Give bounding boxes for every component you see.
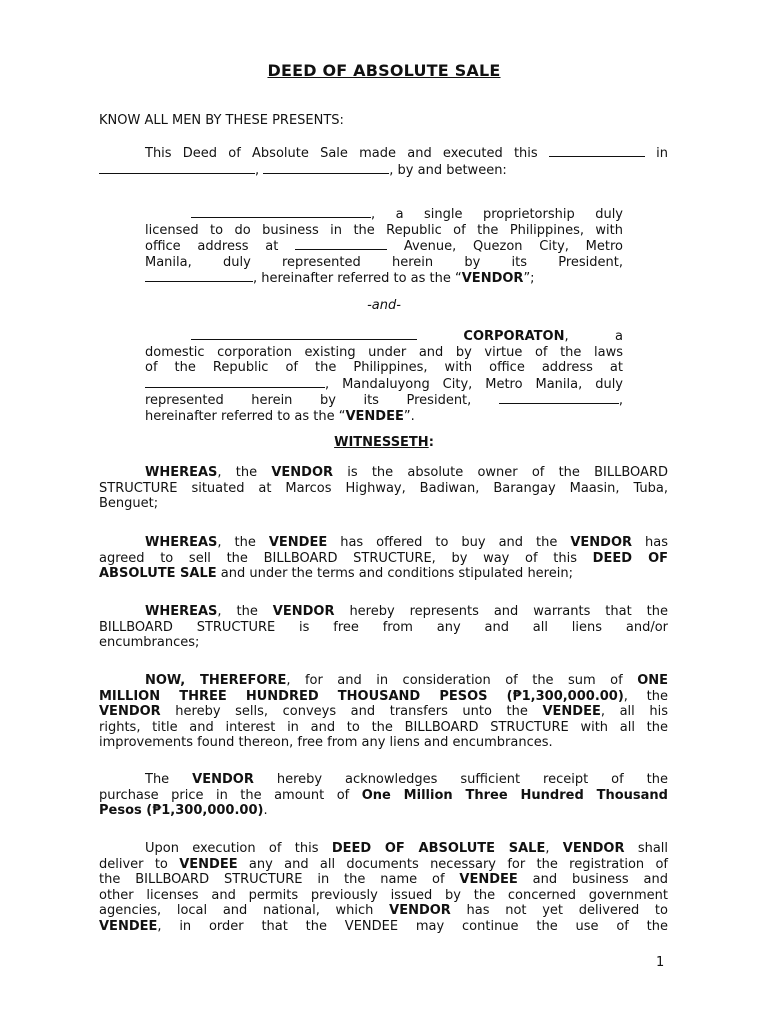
month-blank — [99, 162, 255, 174]
vendee-address-blank — [145, 376, 325, 388]
vendor-name-blank — [191, 206, 371, 218]
intro-paragraph — [99, 145, 668, 178]
and-separator: -and- — [367, 298, 401, 313]
page-number: 1 — [656, 955, 665, 970]
intro-line-1: This Deed of Absolute Sale made and executed this in — [145, 146, 668, 161]
intro-line-2: , , by and between: — [99, 162, 668, 179]
vendor-president-blank — [145, 270, 253, 282]
place-blank — [263, 162, 389, 174]
acknowledgement-paragraph: The VENDOR hereby acknowledges sufficient receipt of the purchase price in the amount of One Million Three Hundred Thousand Pesos (₱1,300,000.00). — [99, 772, 668, 818]
vendee-paragraph: CORPORATON, a domestic corporation existing under and by virtue of the laws of the Republic of the Philippines, with office address at , Mandaluyong City, Metro Manila, duly represented herein by its President, , hereinafter referred to as the “VENDEE”. — [145, 329, 623, 424]
vendee-name-blank — [191, 328, 417, 340]
preamble: KNOW ALL MEN BY THESE PRESENTS: — [99, 113, 344, 128]
whereas-paragraph-2: WHEREAS, the VENDEE has offered to buy and the VENDOR has agreed to sell the BILLBOARD STRUCTURE, by way of this DEED OF ABSOLUTE SALE and under the terms and conditions stipulated herein; — [99, 535, 668, 581]
vendee-president-blank — [499, 392, 619, 404]
execution-paragraph: Upon execution of this DEED OF ABSOLUTE SALE, VENDOR shall deliver to VENDEE any and all documents necessary for the registration of the BILLBOARD STRUCTURE in the name of VENDEE and business and other licenses and permits previously issued by the concerned government agencies, local and national, which VENDOR has not yet delivered to VENDEE, in order that the VENDEE may continue the use of the — [99, 841, 669, 934]
whereas-paragraph-3: WHEREAS, the VENDOR hereby represents and warrants that the BILLBOARD STRUCTURE is free from any and all liens and/or encumbrances; — [99, 604, 668, 650]
whereas-paragraph-1: WHEREAS, the VENDOR is the absolute owner of the BILLBOARD STRUCTURE situated at Marcos Highway, Badiwan, Barangay Maasin, Tuba, Benguet; — [99, 465, 668, 511]
vendor-paragraph: , a single proprietorship duly licensed to do business in the Republic of the Philippines, with office address at Avenue, Quezon City, Metro Manila, duly represented herein by its President, , hereinafter referred to as the “VENDOR”; — [145, 207, 623, 286]
document-title: DEED OF ABSOLUTE SALE — [267, 61, 501, 80]
vendor-address-blank — [295, 238, 387, 250]
date-blank — [549, 145, 645, 157]
witnesseth-heading: WITNESSETH: — [334, 435, 434, 450]
now-therefore-paragraph: NOW, THEREFORE, for and in consideration of the sum of ONE MILLION THREE HUNDRED THOUSAND PESOS (₱1,300,000.00), the VENDOR hereby sells, conveys and transfers unto the VENDEE, all his rights, title and interest in and to the BILLBOARD STRUCTURE with all the improvements found thereon, free from any liens and encumbrances. — [99, 673, 669, 750]
